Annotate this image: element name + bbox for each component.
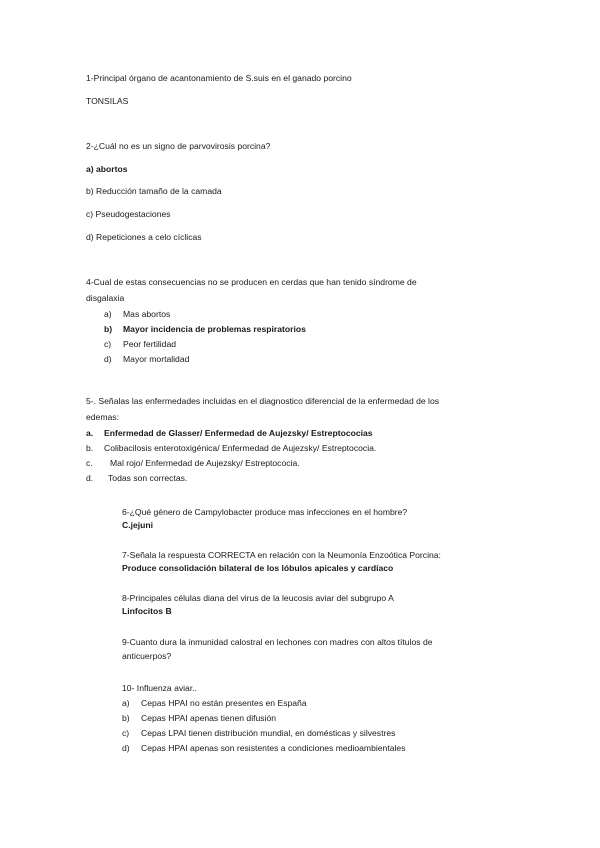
question-4-options	[104, 309, 404, 369]
option-text: Mayor incidencia de problemas respiratorios	[123, 324, 306, 335]
question-9-text-line1: 9-Cuanto dura la inmunidad calostral en lechones con madres con altos títulos de	[122, 637, 433, 647]
question-10	[122, 683, 482, 758]
option-label: c)	[122, 727, 130, 738]
question-5-options	[86, 428, 506, 488]
option-label: b.	[86, 443, 94, 454]
option-label: b)	[122, 712, 130, 723]
option-label: a)	[104, 309, 112, 320]
question-4-text-line1: 4-Cual de estas consecuencias no se producen en cerdas que han tenido síndrome de	[86, 277, 417, 287]
option-text: Colibacilosis enterotoxigénica/ Enfermedad de Aujezsky/ Estreptococia.	[104, 443, 377, 454]
question-4-option-d	[104, 354, 404, 369]
question-6-answer: C.jejuni	[122, 519, 154, 530]
question-2-option-b: b) Reducción tamaño de la camada	[86, 186, 222, 197]
option-text: Cepas HPAI apenas tienen difusión	[141, 712, 277, 723]
question-8-answer: Linfocitos B	[122, 605, 172, 616]
question-5-option-b	[86, 443, 506, 458]
question-7-text: 7-Señala la respuesta CORRECTA en relación con la Neumonía Enzoótica Porcina:	[122, 550, 441, 560]
question-5-option-d	[86, 473, 506, 488]
option-label: d)	[104, 354, 112, 365]
question-2-option-c: c) Pseudogestaciones	[86, 209, 171, 220]
option-text: Enfermedad de Glasser/ Enfermedad de Aujezsky/ Estreptococias	[104, 428, 373, 439]
question-4-option-b	[104, 324, 404, 339]
question-5-option-a	[86, 428, 506, 443]
question-1-text: 1-Principal órgano de acantonamiento de S.suis en el ganado porcino	[86, 73, 352, 83]
option-label: b)	[104, 324, 113, 335]
question-2	[86, 141, 270, 243]
option-text: Peor fertilidad	[123, 339, 177, 350]
question-4	[86, 277, 417, 369]
question-10-option-a	[122, 698, 482, 713]
question-4-option-c	[104, 339, 404, 354]
question-2-text: 2-¿Cuál no es un signo de parvovirosis porcina?	[86, 141, 271, 151]
option-label: d)	[122, 742, 130, 753]
question-5-option-c	[86, 458, 506, 473]
question-2-option-d: d) Repeticiones a celo cíclicas	[86, 231, 202, 242]
question-1	[86, 73, 352, 106]
option-text: Mal rojo/ Enfermedad de Aujezsky/ Estreptococia.	[110, 458, 300, 469]
question-10-option-d	[122, 743, 482, 758]
option-label: a)	[122, 697, 130, 708]
option-label: c.	[86, 458, 93, 469]
option-text: Mas abortos	[123, 309, 171, 320]
question-8-text: 8-Principales células diana del virus de la leucosis aviar del subgrupo A	[122, 593, 394, 603]
question-10-text: 10- Influenza aviar..	[122, 683, 198, 693]
question-5-text-line2: edemas:	[86, 411, 119, 422]
option-text: Cepas LPAI tienen distribución mundial, en domésticas y silvestres	[141, 727, 396, 738]
question-10-options	[122, 698, 482, 758]
option-label: a.	[86, 428, 94, 439]
question-5-text-line1: 5-. Señalas las enfermedades incluidas en el diagnostico diferencial de la enfermedad de los	[86, 396, 440, 406]
question-9	[122, 637, 433, 661]
question-9-text-line2: anticuerpos?	[122, 650, 172, 661]
question-4-option-a	[104, 309, 404, 324]
option-text: Todas son correctas.	[108, 473, 188, 484]
option-text: Cepas HPAI no están presentes en España	[141, 697, 307, 708]
question-2-option-a: a) abortos	[86, 163, 128, 174]
question-7	[122, 550, 441, 573]
question-6	[122, 507, 407, 530]
question-6-text: 6-¿Qué género de Campylobacter produce mas infecciones en el hombre?	[122, 507, 408, 517]
option-text: Mayor mortalidad	[123, 354, 190, 365]
option-label: c)	[104, 339, 112, 350]
question-4-text-line2: disgalaxia	[86, 292, 125, 303]
option-label: d.	[86, 473, 94, 484]
question-10-option-b	[122, 713, 482, 728]
question-5	[86, 396, 506, 488]
question-7-answer: Produce consolidación bilateral de los lóbulos apicales y cardíaco	[122, 562, 394, 573]
option-text: Cepas HPAI apenas son resistentes a condiciones medioambientales	[141, 742, 406, 753]
question-10-option-c	[122, 728, 482, 743]
question-1-answer: TONSILAS	[86, 95, 129, 106]
question-8	[122, 593, 394, 616]
